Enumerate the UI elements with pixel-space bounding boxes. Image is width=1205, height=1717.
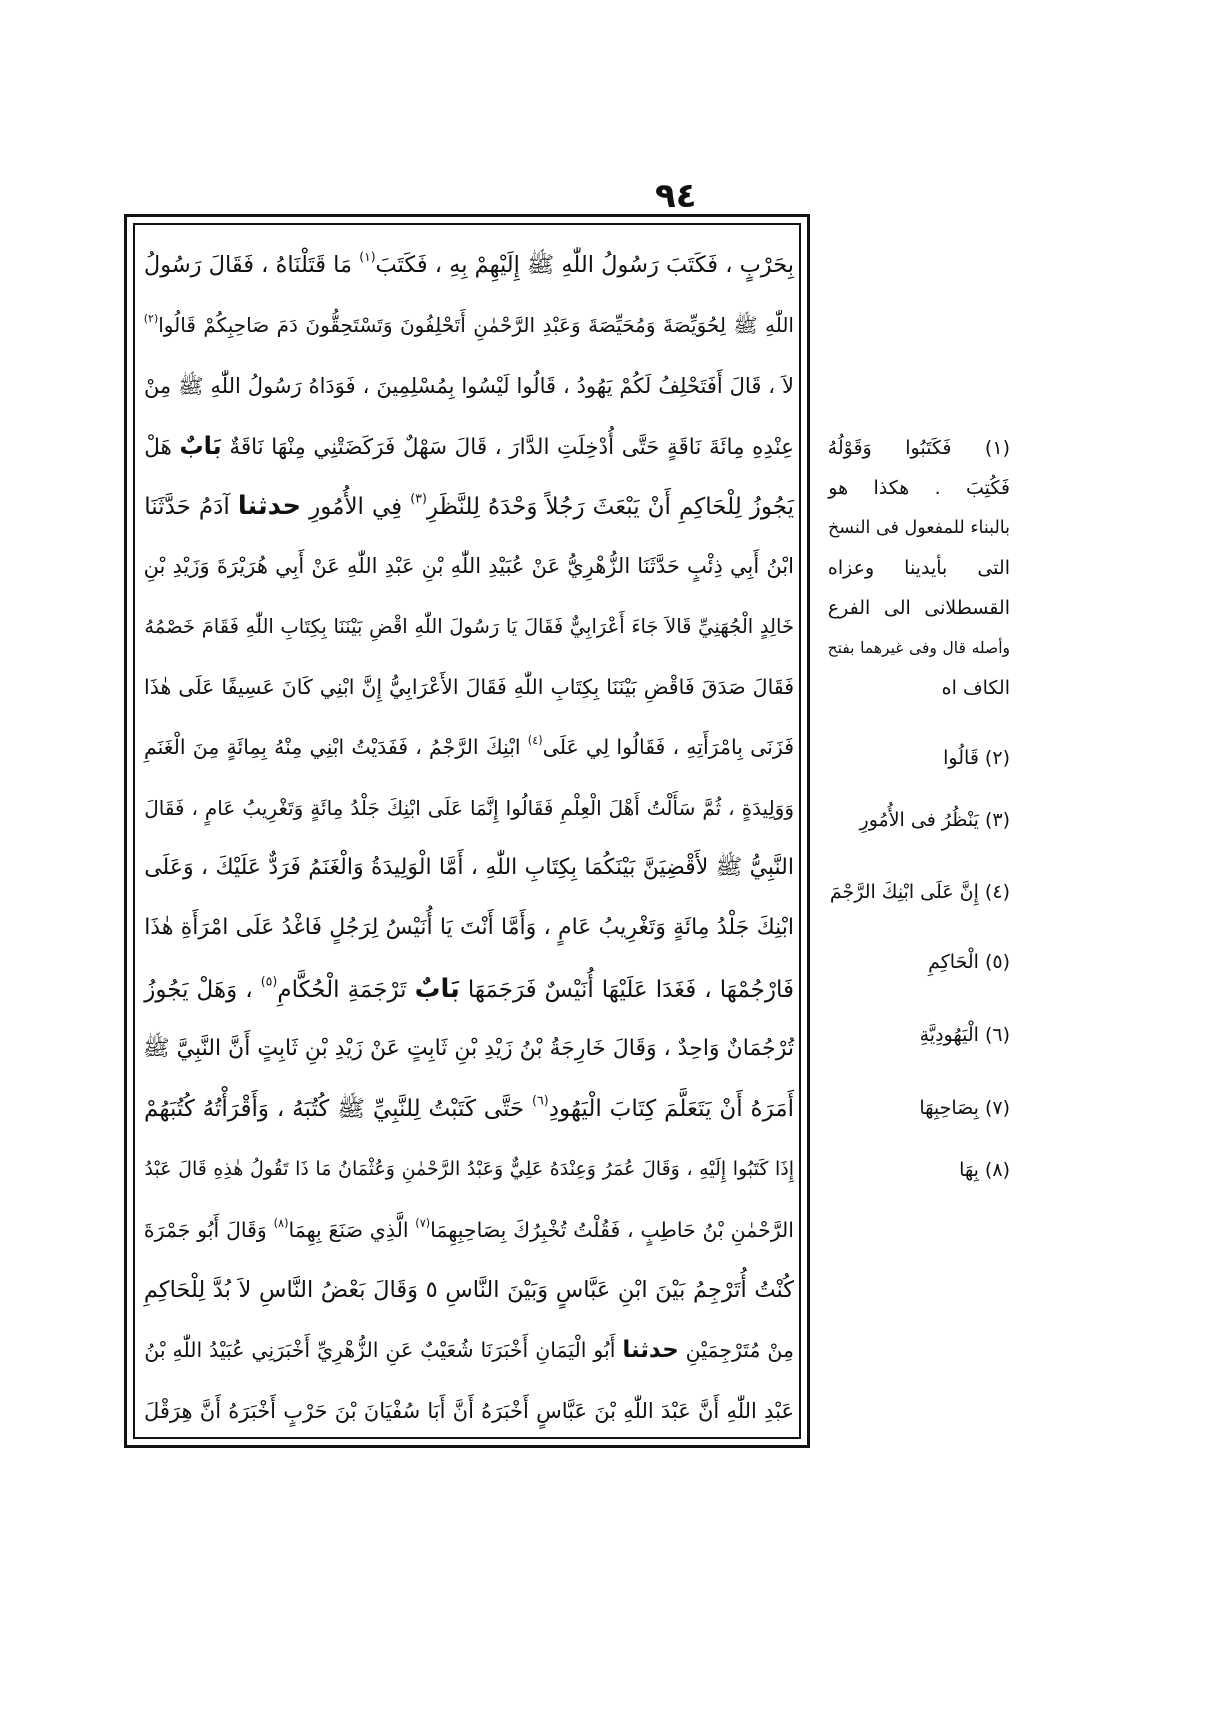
text-segment: مَا قَتَلْنَاهُ ، فَقَالَ رَسُولُ [143, 252, 360, 278]
margin-note [826, 942, 1010, 982]
text-line [142, 898, 794, 958]
margin-note-text: (٤) إِنَّ عَلَى ابْنِكَ الرَّجْمَ [829, 881, 1010, 903]
margin-note-line [826, 1150, 1010, 1190]
margin-note-text: فَكُتِبَ . هكذا هو [828, 477, 1010, 499]
text-line [142, 657, 794, 717]
footnote-marker: (٢) [143, 312, 159, 326]
text-segment: تَرْجَمَةِ الْحُكَّامِ [277, 976, 415, 1003]
text-line [142, 476, 794, 536]
text-line [142, 1381, 794, 1441]
margin-note [826, 1088, 1010, 1128]
margin-note-line [826, 1088, 1010, 1128]
text-segment: حَتَّى كَتَبْتُ لِلنَّبِيِّ ﷺ كُتُبَهُ ، وَأَقْرَأْتُهُ كُتُبَهُمْ [144, 1096, 533, 1123]
margin-note [826, 1015, 1010, 1055]
footnote-marker: (٥) [260, 973, 278, 989]
text-line [142, 416, 794, 476]
text-line [142, 1079, 794, 1139]
text-line [142, 959, 794, 1019]
text-segment: النَّبِيُّ ﷺ لأَقْضِيَنَّ بَيْنَكُمَا بِكِتَابِ اللّٰهِ ، أَمَّا الْوَلِيدَةُ وَالْغَنَمُ فَرَدٌّ عَلَيْكَ ، وَعَلَى [144, 854, 794, 880]
margin-note-text: (٨) بِهَا [959, 1159, 1010, 1181]
margin-note [826, 428, 1010, 708]
margin-note-line [826, 872, 1010, 912]
text-segment: فَارْجُمْهَا ، فَغَدَا عَلَيْهَا أُنَيْسٌ فَرَجَمَهَا [459, 976, 794, 1003]
text-segment: هَلْ [144, 434, 180, 460]
text-line [142, 838, 794, 898]
heading-keyword: حدثنا [237, 491, 302, 522]
text-segment: تُرْجُمَانٌ وَاحِدٌ ، وَقَالَ خَارِجَةُ بْنُ زَيْدِ بْنِ ثَابِتٍ عَنْ زَيْدِ بْنِ ثَابِتٍ أَنَّ النَّبِيَّ ﷺ [143, 1035, 794, 1061]
text-segment: فِي الأُمُورِ [301, 494, 411, 521]
text-segment: أَمَرَهُ أَنْ يَتَعَلَّمَ كِتَابَ الْيَهُودِ [548, 1096, 794, 1123]
margin-note-text: (١) فَكَتَبُوا وَقَوْلُهُ [827, 437, 1010, 459]
footnote-marker: (٨) [273, 1216, 289, 1230]
text-segment: خَالِدٍ الْجُهَنِيِّ قَالاَ جَاءَ أَعْرَابِيٌّ فَقَالَ يَا رَسُولَ اللّٰهِ اقْضِ بَيْنَنَا بِكِتَابِ اللّٰهِ فَقَامَ خَصْمُهُ [144, 614, 794, 638]
margin-note-line [826, 668, 1010, 708]
footnote-marker: (١) [359, 249, 376, 264]
text-segment: فَقَالَ صَدَقَ فَاقْضِ بَيْنَنَا بِكِتَابِ اللّٰهِ فَقَالَ الأَعْرَابِيُّ إِنَّ ابْنِي كَانَ عَسِيفًا عَلَى هٰذَا [144, 675, 794, 700]
margin-note-line [826, 508, 1010, 548]
text-line [142, 235, 794, 295]
text-line [142, 1260, 794, 1320]
text-segment: يَجُوزُ لِلْحَاكِمِ أَنْ يَبْعَثَ رَجُلاً وَحْدَهُ لِلنَّظَرِ [426, 494, 794, 521]
margin-note [826, 738, 1010, 778]
text-segment: كُنْتُ أُتَرْجِمُ بَيْنَ ابْنِ عَبَّاسٍ وَبَيْنَ النَّاسِ ٥ وَقَالَ بَعْضُ النَّاسِ لاَ بُدَّ لِلْحَاكِمِ [143, 1277, 794, 1304]
margin-note-line [826, 1015, 1010, 1055]
text-frame-inner-border [133, 223, 801, 1439]
footnote-marker: (٧) [415, 1216, 431, 1230]
margin-note-line [826, 942, 1010, 982]
margin-note-line [826, 428, 1010, 468]
margin-note-text: الكاف اه [941, 677, 1010, 699]
heading-keyword: بَابٌ [179, 431, 222, 460]
text-line [142, 1139, 794, 1199]
margin-note-text: (٥) الْحَاكِمِ [928, 951, 1010, 973]
margin-note-text: وأصله قال وفى غيرهما بفتح [827, 639, 1010, 657]
text-line [142, 778, 794, 838]
footnote-marker: (٣) [410, 490, 427, 506]
text-line [142, 1200, 794, 1260]
text-frame [124, 214, 810, 1448]
margin-note-line [826, 628, 1010, 668]
main-text-body [142, 235, 794, 1441]
margin-note-text: (٦) الْيَهُودِيَّةِ [919, 1024, 1010, 1046]
margin-note-line [826, 738, 1010, 778]
text-segment: بِحَرْبٍ ، فَكَتَبَ رَسُولُ اللّٰهِ ﷺ إِلَيْهِمْ بِهِ ، فَكَتَبَ [375, 252, 794, 278]
text-segment: إِذَا كَتَبُوا إِلَيْهِ ، وَقَالَ عُمَرُ وَعِنْدَهُ عَلِيٌّ وَعَبْدُ الرَّحْمٰنِ وَعُثْمَانُ مَا ذَا تَقُولُ هٰذِهِ قَالَ عَبْدُ [144, 1158, 794, 1181]
text-segment: عَبْدِ اللّٰهِ أَنَّ عَبْدَ اللّٰهِ بْنَ عَبَّاسٍ أَخْبَرَهُ أَنَّ أَبَا سُفْيَانَ بْنَ حَرْبٍ أَخْبَرَهُ أَنَّ هِرَقْلَ [143, 1398, 794, 1423]
text-segment: الَّذِي صَنَعَ بِهِمَا [288, 1217, 416, 1242]
heading-keyword: حدثنا [622, 1337, 679, 1364]
text-line [142, 1320, 794, 1380]
text-segment: ابْنِكَ الرَّجْمُ ، فَفَدَيْتُ ابْنِي مِنْهُ بِمِائَةٍ مِنَ الْغَنَمِ [143, 735, 528, 760]
footnote-marker: (٦) [532, 1092, 549, 1108]
text-line [142, 1019, 794, 1079]
text-segment: ، وَهَلْ يَجُوزُ [144, 976, 261, 1003]
text-segment: أَبُو الْيَمَانِ أَخْبَرَنَا شُعَيْبٌ عَنِ الزُّهْرِيِّ أَخْبَرَنِي عُبَيْدُ اللّٰهِ بْنُ [144, 1338, 623, 1363]
text-line [142, 597, 794, 657]
margin-note-line [826, 548, 1010, 588]
margin-note-line [826, 468, 1010, 508]
margin-note-text: التى بأيدينا وعزاه [827, 557, 1010, 579]
margin-note-text: (٧) بِصَاحِبِهَا [919, 1097, 1010, 1119]
margin-note-text: (٢) قَالُوا [943, 747, 1010, 769]
text-segment: ابْنِكَ جَلْدُ مِائَةٍ وَتَغْرِيبُ عَامٍ ، وَأَمَّا أَنْتَ يَا أُنَيْسُ لِرَجُلٍ فَاغْدُ عَلَى امْرَأَةِ هٰذَا [144, 915, 794, 941]
text-segment: وَقَالَ أَبُو جَمْرَةَ [143, 1217, 274, 1242]
margin-note-line [826, 800, 1010, 840]
margin-note-text: (٣) يَنْظُرُ فى الأُمُورِ [859, 809, 1010, 831]
margin-note-line [826, 588, 1010, 628]
text-segment: مِنْ مُتَرْجِمَيْنِ [678, 1338, 794, 1363]
margin-note [826, 872, 1010, 912]
text-segment: ابْنُ أَبِي ذِئْبٍ حَدَّثَنَا الزُّهْرِيُّ عَنْ عُبَيْدِ اللّٰهِ بْنِ عَبْدِ اللّٰهِ عَنْ أَبِي هُرَيْرَةَ وَزَيْدِ بْنِ [143, 554, 794, 579]
text-segment: آدَمُ حَدَّثَنَا [144, 494, 238, 521]
margin-note [826, 1150, 1010, 1190]
text-segment: الرَّحْمٰنِ بْنُ حَاطِبٍ ، فَقُلْتُ تُخْبِرُكَ بِصَاحِبِهِمَا [430, 1217, 794, 1242]
margin-note-text: القسطلانى الى الفرع [827, 597, 1010, 619]
heading-keyword: بَابٌ [414, 973, 460, 1004]
text-segment: وَوَلِيدَةٍ ، ثُمَّ سَأَلْتُ أَهْلَ الْعِلْمِ فَقَالُوا إِنَّمَا عَلَى ابْنِكَ جَلْدُ مِائَةٍ وَتَغْرِيبُ عَامٍ ، فَقَالَ [144, 795, 794, 820]
margin-note-text: بالبناء للمفعول فى النسخ [828, 518, 1010, 538]
text-segment: لاَ ، قَالَ أَفَتَحْلِفُ لَكُمْ يَهُودُ ، قَالُوا لَيْسُوا بِمُسْلِمِينَ ، فَوَدَاهُ رَسُولُ اللّٰهِ ﷺ مِنْ [143, 373, 794, 398]
text-segment: عِنْدِهِ مِائَةَ نَاقَةٍ حَتَّى أُدْخِلَتِ الدَّارَ ، قَالَ سَهْلٌ فَرَكَضَتْنِي مِنْهَا نَاقَةٌ [221, 434, 794, 460]
page-number: ٩٤ [655, 176, 697, 216]
text-segment: فَزَنَى بِامْرَأَتِهِ ، فَقَالُوا لِي عَلَى [542, 735, 794, 760]
text-segment: اللّٰهِ ﷺ لِحُوَيِّصَةَ وَمُحَيِّصَةَ وَعَبْدِ الرَّحْمٰنِ أَتَحْلِفُونَ وَتَسْتَحِقُّونَ دَمَ صَاحِبِكُمْ قَالُوا [158, 313, 794, 338]
text-line [142, 295, 794, 355]
text-line [142, 536, 794, 596]
footnote-marker: (٤) [527, 734, 543, 748]
margin-note [826, 800, 1010, 840]
text-line [142, 717, 794, 777]
text-line [142, 356, 794, 416]
